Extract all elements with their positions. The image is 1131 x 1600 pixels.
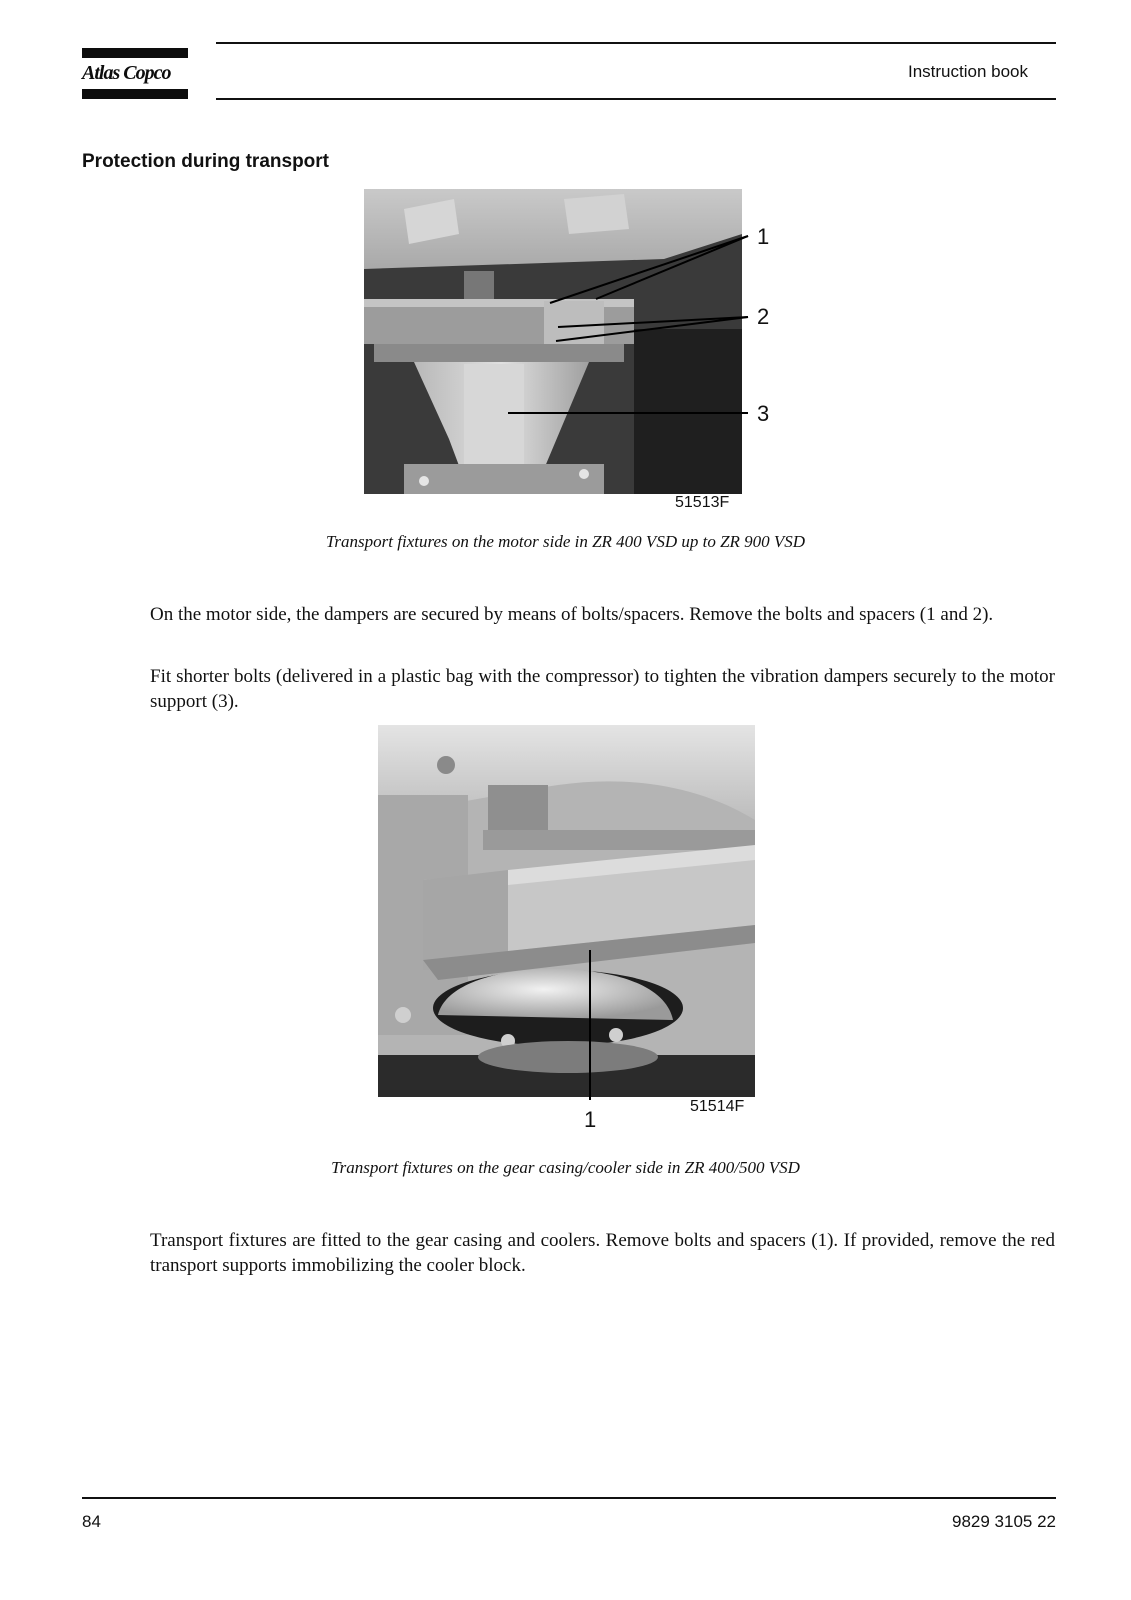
figure1-callout-2: 2 bbox=[757, 304, 770, 329]
gear-casing-photo bbox=[378, 725, 755, 1097]
figure2-leader-line bbox=[585, 950, 595, 1110]
figure1-leader-lines bbox=[360, 185, 780, 425]
header-rule-bottom bbox=[216, 98, 1056, 100]
paragraph-gear-casing: Transport fixtures are fitted to the gear casing and coolers. Remove bolts and spacers (1). If provided, remove the red transport supports immobilizing the cooler block. bbox=[150, 1230, 1055, 1276]
footer-rule bbox=[82, 1497, 1056, 1499]
paragraph-shorter-bolts: Fit shorter bolts (delivered in a plastic bag with the compressor) to tighten the vibration dampers securely to the motor support (3). bbox=[150, 666, 1055, 712]
page-number: 84 bbox=[82, 1512, 101, 1531]
header-rule-top bbox=[216, 42, 1056, 44]
figure1-code: 51513F bbox=[675, 494, 730, 511]
logo-bar-bottom bbox=[82, 89, 188, 99]
figure2-caption: Transport fixtures on the gear casing/cooler side in ZR 400/500 VSD bbox=[331, 1158, 800, 1177]
atlas-copco-logo: Atlas Copco bbox=[82, 62, 171, 84]
figure2-callout-1: 1 bbox=[584, 1107, 597, 1132]
logo-bar-top bbox=[82, 48, 188, 58]
paragraph-motor-side: On the motor side, the dampers are secured by means of bolts/spacers. Remove the bolts and spacers (1 and 2). bbox=[150, 604, 994, 625]
figure2-code: 51514F bbox=[690, 1098, 745, 1115]
document-number: 9829 3105 22 bbox=[952, 1512, 1056, 1531]
section-title: Protection during transport bbox=[82, 151, 329, 172]
figure1-callout-3: 3 bbox=[757, 401, 770, 426]
figure1-callout-1: 1 bbox=[757, 224, 770, 249]
document-type: Instruction book bbox=[907, 62, 1028, 81]
figure1-caption: Transport fixtures on the motor side in ZR 400 VSD up to ZR 900 VSD bbox=[325, 532, 806, 551]
